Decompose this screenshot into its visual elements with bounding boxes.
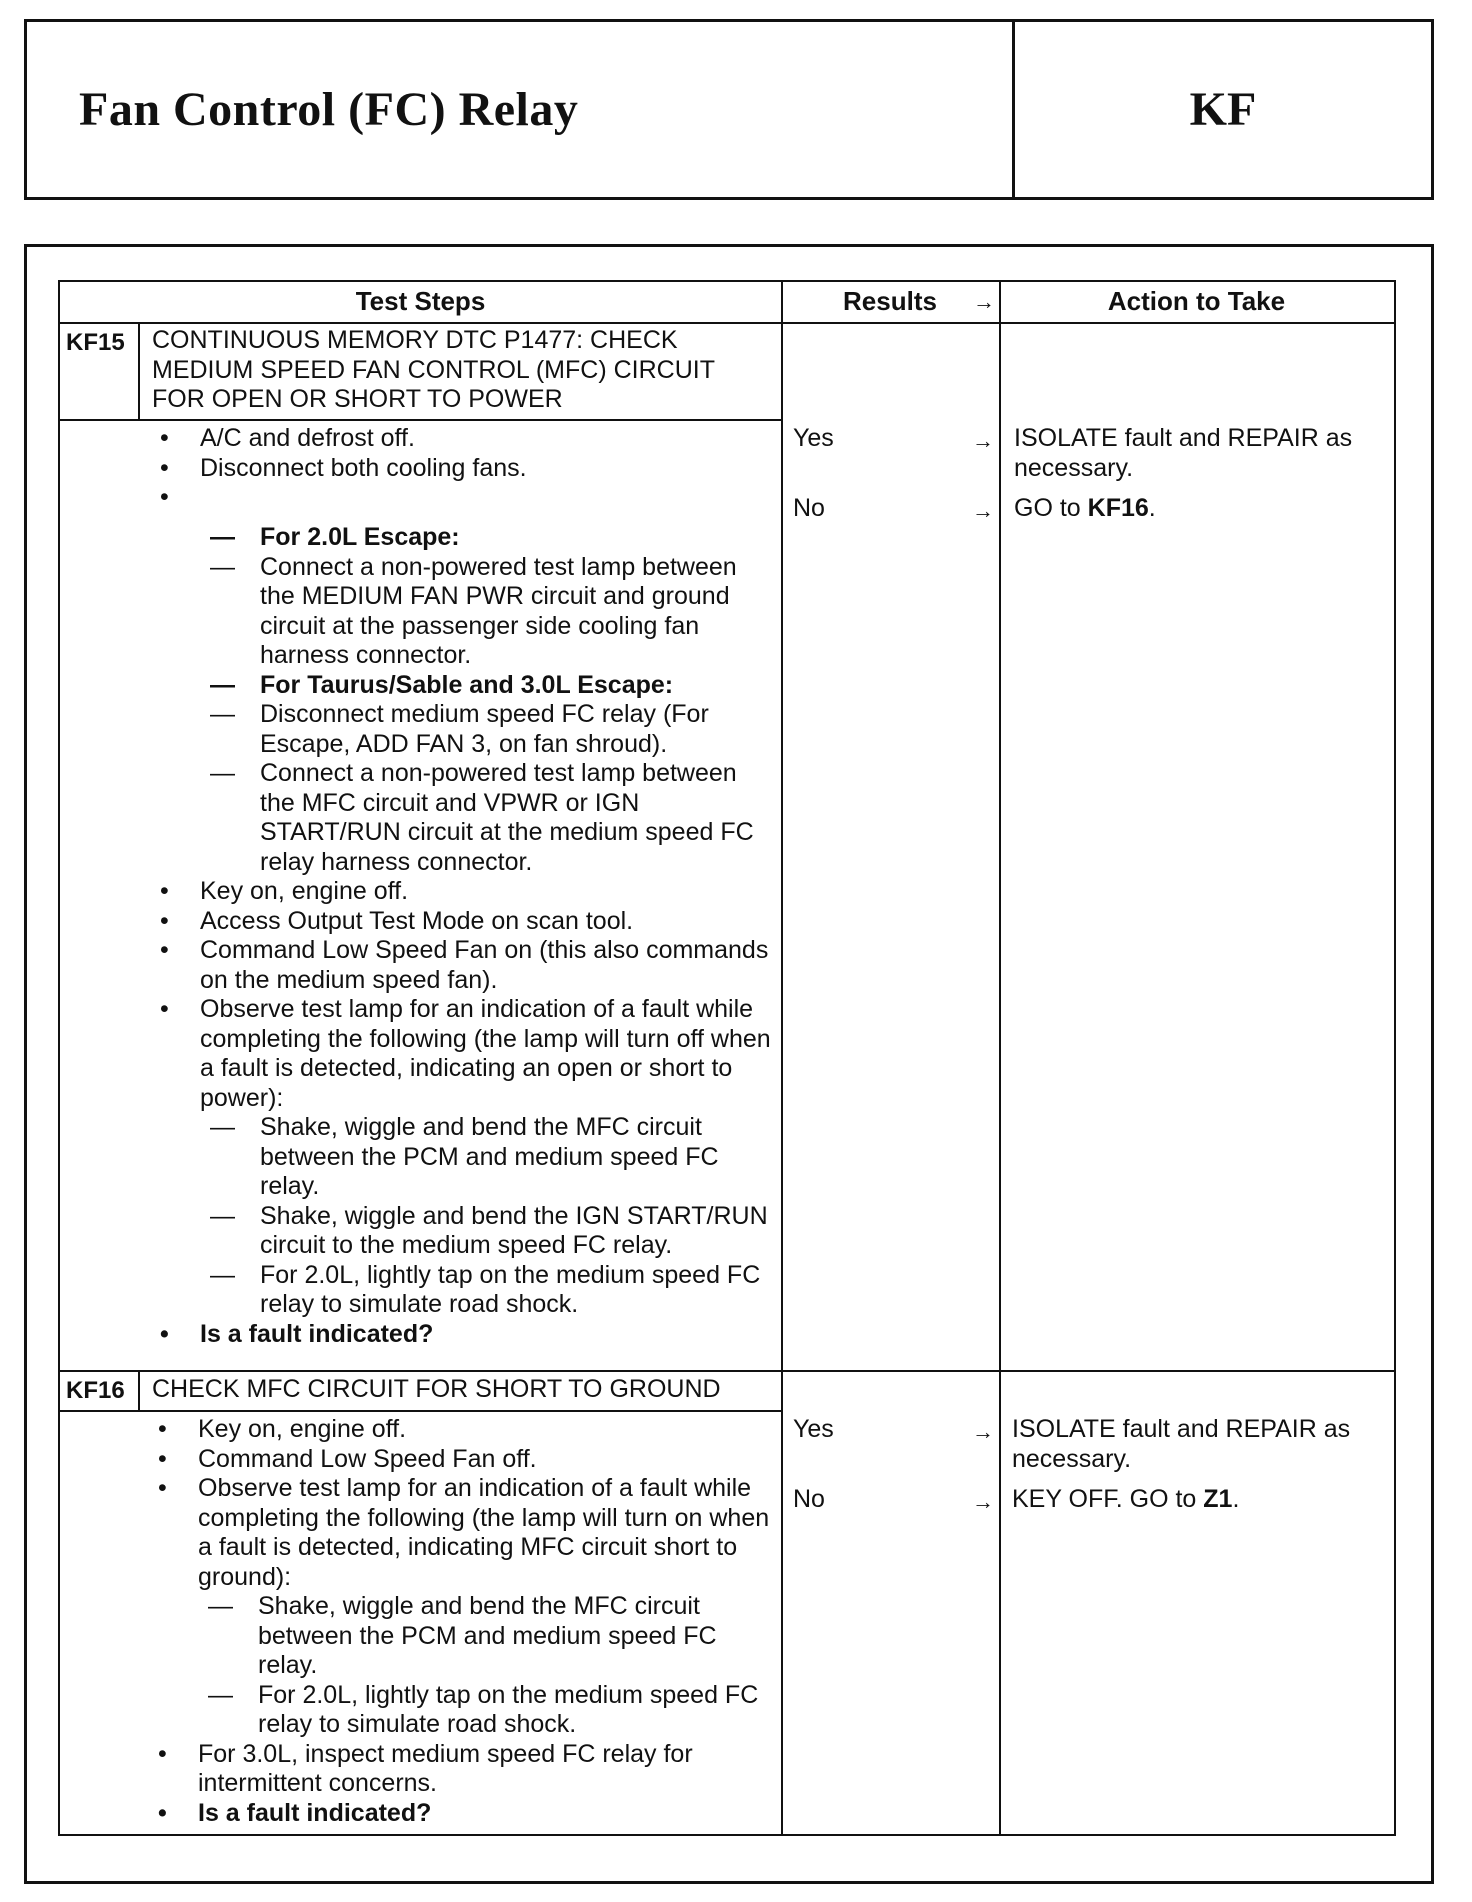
list-item: • A/C and defrost off. <box>152 424 778 454</box>
list-item: • Observe test lamp for an indication of a fault while completing the following (the lamp will turn off when a fault is detected, indicating an open or short to power): <box>152 995 778 1113</box>
column-header-test-steps: Test Steps <box>355 286 486 317</box>
results-label: Results <box>843 286 937 317</box>
step-id-divider <box>138 322 140 419</box>
result-no: No <box>793 1485 825 1513</box>
list-item: — Shake, wiggle and bend the MFC circuit between the PCM and medium speed FC relay. <box>150 1592 776 1681</box>
arrow-icon: → <box>972 428 994 453</box>
column-header-action: Action to Take <box>1107 286 1286 317</box>
list-item: • Key on, engine off. <box>150 1415 776 1445</box>
step-title: CONTINUOUS MEMORY DTC P1477: CHECK MEDIUM SPEED FAN CONTROL (MFC) CIRCUIT FOR OPEN OR SHORT TO POWER <box>152 326 715 413</box>
step-instructions <box>152 424 778 1349</box>
list-item: — For 2.0L, lightly tap on the medium speed FC relay to simulate road shock. <box>150 1681 776 1740</box>
step-id: KF16 <box>66 1377 125 1404</box>
column-header-results <box>781 282 999 322</box>
list-item: — Connect a non-powered test lamp between the MFC circuit and VPWR or IGN START/RUN circuit at the medium speed FC relay harness connector. <box>152 759 778 877</box>
action-text: GO to KF16. <box>1014 494 1156 522</box>
step-title-divider <box>60 1410 781 1412</box>
page-header <box>24 19 1434 200</box>
arrow-icon: → <box>972 1419 994 1444</box>
list-item: • Command Low Speed Fan off. <box>150 1445 776 1475</box>
action-text: ISOLATE fault and REPAIR as necessary. <box>1014 424 1353 482</box>
result-yes: Yes <box>793 424 834 452</box>
action-text: KEY OFF. GO to Z1. <box>1012 1485 1240 1513</box>
list-item: • Access Output Test Mode on scan tool. <box>152 907 778 937</box>
list-item: — Shake, wiggle and bend the IGN START/RUN circuit to the medium speed FC relay. <box>152 1202 778 1261</box>
step-instructions <box>150 1415 776 1828</box>
list-item: — For Taurus/Sable and 3.0L Escape: <box>152 671 778 701</box>
arrow-icon: → <box>972 1489 994 1514</box>
step-id: KF15 <box>66 329 125 356</box>
list-item: — Shake, wiggle and bend the MFC circuit between the PCM and medium speed FC relay. <box>152 1113 778 1202</box>
list-item: • Observe test lamp for an indication of a fault while completing the following (the lamp will turn on when a fault is detected, indicating MFC circuit short to ground): <box>150 1474 776 1592</box>
column-divider <box>781 282 783 1834</box>
step-title-divider <box>60 419 781 421</box>
list-item: — Connect a non-powered test lamp between the MEDIUM FAN PWR circuit and ground circuit at the passenger side cooling fan harness connector. <box>152 553 778 671</box>
list-item <box>152 483 778 523</box>
list-item: — For 2.0L Escape: <box>152 523 778 553</box>
list-item: • Command Low Speed Fan on (this also commands on the medium speed fan). <box>152 936 778 995</box>
test-steps-table <box>58 280 1396 1836</box>
section-code: KF <box>1189 83 1257 136</box>
action-text: ISOLATE fault and REPAIR as necessary. <box>1012 1415 1351 1473</box>
header-divider <box>60 322 1394 324</box>
row-divider <box>60 1370 1394 1372</box>
result-no: No <box>793 494 825 522</box>
arrow-icon: → <box>973 289 995 315</box>
step-id-divider <box>138 1370 140 1410</box>
list-item: • For 3.0L, inspect medium speed FC relay for intermittent concerns. <box>150 1740 776 1799</box>
list-item: • Is a fault indicated? <box>152 1320 778 1350</box>
list-item: • Is a fault indicated? <box>150 1799 776 1829</box>
step-reference-link[interactable]: KF16 <box>1087 494 1149 522</box>
column-divider <box>999 282 1001 1834</box>
result-yes: Yes <box>793 1415 834 1443</box>
list-item: — For 2.0L, lightly tap on the medium speed FC relay to simulate road shock. <box>152 1261 778 1320</box>
step-reference-link[interactable]: Z1 <box>1203 1485 1233 1513</box>
step-title: CHECK MFC CIRCUIT FOR SHORT TO GROUND <box>152 1375 721 1403</box>
list-item: • Key on, engine off. <box>152 877 778 907</box>
list-item: — Disconnect medium speed FC relay (For Escape, ADD FAN 3, on fan shroud). <box>152 700 778 759</box>
arrow-icon: → <box>972 498 994 523</box>
page-title: Fan Control (FC) Relay <box>27 22 1015 197</box>
list-item: • Disconnect both cooling fans. <box>152 454 778 484</box>
